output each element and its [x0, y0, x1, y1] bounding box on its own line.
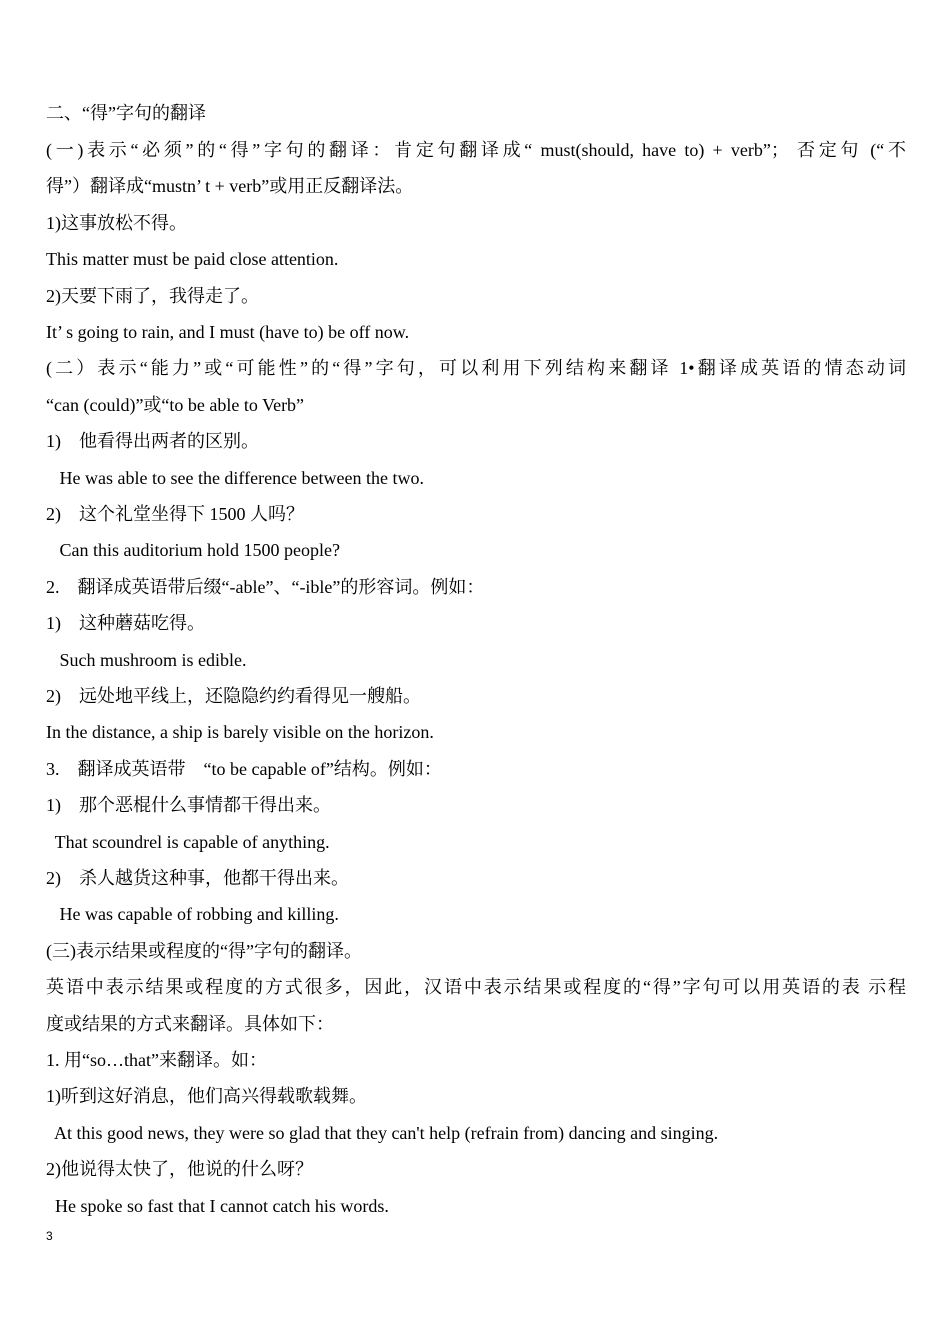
section-heading: 二、“得”字句的翻译 [46, 103, 206, 123]
example-chinese: 2) 这个礼堂坐得下 1500 人吗？ [46, 504, 304, 524]
example-chinese: 1)这事放松不得。 [46, 213, 187, 233]
example-english: It’ s going to rain, and I must (have to) be off now. [46, 322, 410, 342]
example-english: This matter must be paid close attention. [46, 249, 339, 269]
example-chinese: 1) 这种蘑菇吃得。 [46, 613, 205, 633]
example-english: At this good news, they were so glad that they can't help (refrain from) dancing and singing. [46, 1123, 719, 1143]
example-chinese: 1)听到这好消息，他们高兴得载歌载舞。 [46, 1086, 367, 1106]
subsection-heading: 2. 翻译成英语带后缀“-able”、“-ible”的形容词。例如： [46, 577, 485, 597]
example-chinese: 1) 那个恶棍什么事情都干得出来。 [46, 795, 331, 815]
subsection-heading: 3. 翻译成英语带 “to be capable of”结构。例如： [46, 759, 442, 779]
subsection-heading: 1. 用“so…that”来翻译。如： [46, 1050, 267, 1070]
example-english: He spoke so fast that I cannot catch his words. [46, 1196, 389, 1216]
paragraph-line: 度或结果的方式来翻译。具体如下： [46, 1014, 334, 1034]
example-chinese: 1) 他看得出两者的区别。 [46, 431, 259, 451]
section-heading: (三)表示结果或程度的“得”字句的翻译。 [46, 941, 362, 961]
paragraph-line: (一)表示“必须”的“得”字句的翻译：肯定句翻译成“ must(should, have to) + verb”； 否定句 (“不 [46, 140, 906, 160]
example-english: He was capable of robbing and killing. [46, 904, 339, 924]
example-chinese: 2)天要下雨了，我得走了。 [46, 286, 259, 306]
example-chinese: 2) 远处地平线上，还隐隐约约看得见一艘船。 [46, 686, 421, 706]
paragraph-line: “can (could)”或“to be able to Verb” [46, 395, 305, 415]
example-english: Can this auditorium hold 1500 people? [46, 540, 340, 560]
example-english: In the distance, a ship is barely visible on the horizon. [46, 722, 434, 742]
example-english: That scoundrel is capable of anything. [46, 832, 330, 852]
example-english: Such mushroom is edible. [46, 650, 247, 670]
paragraph-line: 得”）翻译成“mustn’ t + verb”或用正反翻译法。 [46, 176, 414, 196]
example-chinese: 2) 杀人越货这种事，他都干得出来。 [46, 868, 349, 888]
example-english: He was able to see the difference between the two. [46, 468, 425, 488]
paragraph-line: 英语中表示结果或程度的方式很多，因此，汉语中表示结果或程度的“得”字句可以用英语的表 示程 [46, 977, 906, 997]
page-number: 3 [46, 1229, 53, 1243]
example-chinese: 2)他说得太快了，他说的什么呀？ [46, 1159, 313, 1179]
paragraph-line: (二）表示“能力”或“可能性”的“得”字句，可以利用下列结构来翻译 1•翻译成英语的情态动词 [46, 358, 906, 378]
